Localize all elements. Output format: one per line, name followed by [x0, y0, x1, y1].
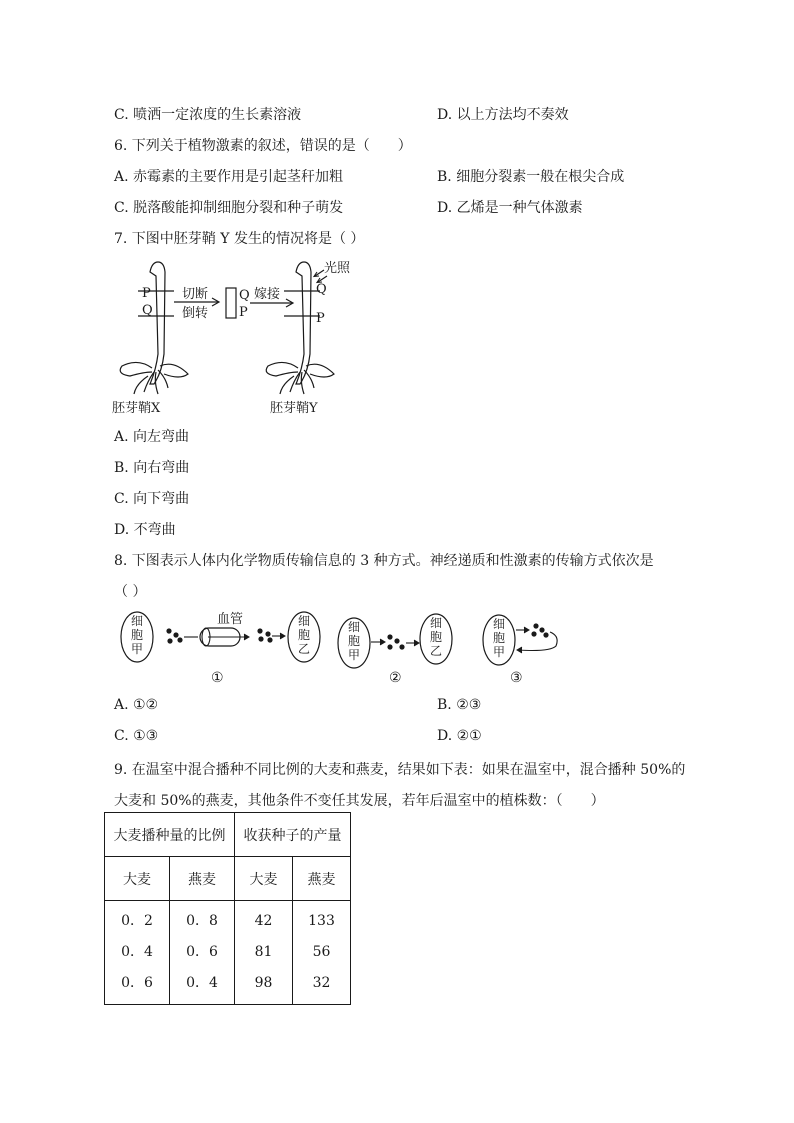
table-sub-oat-1: 燕麦 [170, 857, 235, 901]
q9-data-table [104, 812, 351, 1005]
table-cell: 0．6 [121, 975, 153, 991]
q7-option-b: B. 向右弯曲 [114, 460, 190, 476]
mode-3-number: ③ [510, 670, 523, 686]
y-label-p: P [316, 311, 325, 326]
q7-option-c: C. 向下弯曲 [114, 491, 190, 507]
q6-option-c: C. 脱落酸能抑制细胞分裂和种子萌发 [114, 200, 344, 216]
table-cell: 56 [312, 944, 331, 960]
table-col-barley-ratio [105, 901, 170, 1005]
segment-label-q: Q [239, 288, 250, 303]
cut-segment [226, 288, 236, 318]
table-cell: 32 [312, 975, 331, 991]
table-cell: 98 [254, 975, 273, 991]
vessel-label: 血管 [217, 612, 244, 627]
table-cell: 81 [254, 944, 273, 960]
q9-stem-line2: 大麦和 50%的燕麦，其他条件不变任其发展，若年后温室中的植株数：（ ） [114, 793, 605, 809]
table-col-oat-ratio [170, 901, 235, 1005]
q6-option-b: B. 细胞分裂素一般在根尖合成 [437, 169, 625, 185]
coleoptile-x [120, 262, 188, 394]
table-group-yield: 收获种子的产量 [235, 813, 351, 857]
q8-option-a: A. ①② [114, 697, 159, 713]
arrow-graft-label: 嫁接 [254, 287, 281, 302]
q6-option-d: D. 乙烯是一种气体激素 [437, 200, 583, 216]
table-col-oat-yield [293, 901, 351, 1005]
q8-option-b: B. ②③ [437, 697, 482, 713]
cell-a-label-1: 细胞甲 [130, 614, 143, 656]
cell-b-label-1: 细胞乙 [297, 614, 310, 656]
table-cell: 133 [308, 913, 335, 929]
q8-option-c: C. ①③ [114, 728, 159, 744]
table-sub-barley-2: 大麦 [235, 857, 293, 901]
table-cell: 0．4 [121, 944, 153, 960]
y-label-q: Q [316, 282, 327, 297]
q6-stem: 6. 下列关于植物激素的叙述，错误的是（ ） [114, 138, 412, 154]
table-col-barley-yield [235, 901, 293, 1005]
x-label-p: P [142, 286, 151, 301]
q5-option-d: D. 以上方法均不奏效 [437, 107, 569, 123]
q6-option-a: A. 赤霉素的主要作用是引起茎秆加粗 [114, 169, 344, 185]
q5-option-c: C. 喷洒一定浓度的生长素溶液 [114, 107, 302, 123]
light-label: 光照 [324, 261, 351, 276]
cell-a-label-3: 细胞甲 [492, 617, 505, 659]
q7-option-a: A. 向左弯曲 [114, 429, 190, 445]
table-body-row [105, 901, 351, 1005]
y-caption: 胚芽鞘Y [270, 401, 318, 416]
segment-label-p: P [239, 305, 248, 320]
table-cell: 42 [254, 913, 273, 929]
table-cell: 0．6 [186, 944, 218, 960]
mode-1-number: ① [211, 670, 224, 686]
table-sub-oat-2: 燕麦 [293, 857, 351, 901]
q7-option-d: D. 不弯曲 [114, 522, 176, 538]
q8-stem-cont: （ ） [114, 584, 147, 600]
x-caption: 胚芽鞘X [112, 401, 161, 416]
table-cell: 0．8 [186, 913, 218, 929]
q9-stem-line1: 9. 在温室中混合播种不同比例的大麦和燕麦，结果如下表：如果在温室中，混合播种 50%的 [114, 762, 686, 778]
arrow-invert-label: 倒转 [182, 306, 209, 321]
q7-stem: 7. 下图中胚芽鞘 Y 发生的情况将是（ ） [114, 231, 365, 247]
table-group-sowing: 大麦播种量的比例 [105, 813, 235, 857]
table-cell: 0．4 [186, 975, 218, 991]
table-cell: 0．2 [121, 913, 153, 929]
x-label-q: Q [142, 303, 153, 318]
mode-2-number: ② [389, 670, 402, 686]
cell-b-label-2: 细胞乙 [429, 616, 442, 658]
cell-a-label-2: 细胞甲 [347, 620, 360, 662]
arrow-cut-label: 切断 [182, 287, 209, 302]
q7-coleoptile-figure [108, 254, 368, 420]
table-sub-barley-1: 大麦 [105, 857, 170, 901]
q8-stem: 8. 下图表示人体内化学物质传输信息的 3 种方式。神经递质和性激素的传输方式依次是 [114, 553, 654, 569]
q8-option-d: D. ②① [437, 728, 482, 744]
